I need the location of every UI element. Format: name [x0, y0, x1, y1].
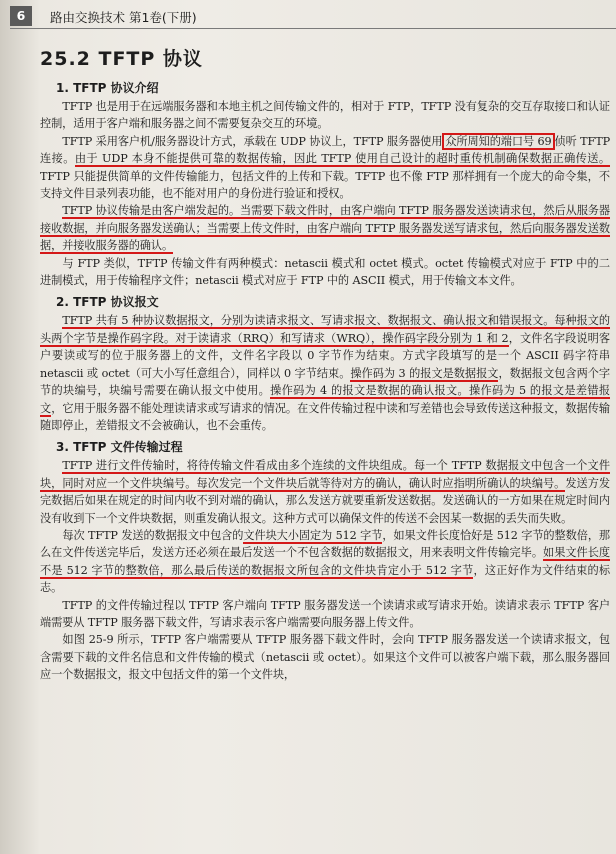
paragraph	[40, 133, 610, 203]
underlined-text: 由于 UDP 本身不能提供可靠的数据传输，因此 TFTP 使用自己设计的超时重传机制确保数据正确传送。	[74, 152, 610, 166]
underlined-text: TFTP 共有 5 种协议数据报文，分别为读请求报文、写请求报文、数据报文、确认报文和错误报文。每种报文的头两个字节是操作码字段。对于读请求（RRQ）和写请求（WRQ），操作码字段分别为 1 和 2	[40, 314, 610, 345]
text-segment: ，如果文件长度恰好是 512 字节的整数倍，那么在文件传送完毕后，发送方还必须在最后发送一个不包含数据的数据报文，用来表明文件传输完毕。	[40, 528, 610, 560]
paragraph	[40, 457, 610, 527]
text-segment: 与 FTP 类似，TFTP 传输文件有两种模式：netascii 模式和 octet 模式。octet 传输模式对应于 FTP 中的二进制模式，用于传输程序文件；netascii 模式对应于 FTP 中的 ASCII 模式，用于传输文本文件。	[40, 256, 610, 288]
paragraph	[40, 312, 610, 434]
underlined-text: 操作码为 5 的报文是差错报文	[40, 384, 610, 415]
boxed-text: 众所周知的端口号 69	[442, 133, 554, 150]
underlined-text: 操作码为 4 的报文是数据的确认报文。	[270, 384, 470, 398]
page-content	[40, 40, 610, 684]
subsection-heading: 1. TFTP 协议介绍	[56, 81, 159, 95]
paragraph	[40, 98, 610, 133]
underlined-text: 操作码为 3 的报文是数据报文	[350, 366, 499, 380]
underlined-text: 如果文件长度不是 512 字节的整数倍，那么最后传送的数据报文所包含的文件块肯定小于 512 字节	[40, 546, 610, 577]
text-segment: 发送方发完数据后如果在规定的时间内收不到对端的确认，那么发送方就要重新发送数据。发送确认的一方如果在规定时间内没有收到下一个文件块数据，则重发确认报文。这种方式可以确保文件的传送不会因某一数据的丢失而失败。	[40, 476, 610, 525]
underlined-text: 文件块大小固定为 512 字节	[243, 528, 383, 542]
text-segment: TFTP 采用客户机/服务器设计方式，承载在 UDP 协议上，TFTP 服务器使用	[62, 134, 443, 148]
text-segment: TFTP 的文件传输过程以 TFTP 客户端向 TFTP 服务器发送一个读请求或写请求开始。读请求表示 TFTP 客户端需要从 TFTP 服务器下载文件，写请求表示客户端需要向服务器上传文件。	[40, 598, 610, 629]
section-title: 25.2 TFTP 协议	[40, 48, 203, 70]
text-segment: ，文件名字段说明客户要读或写的位于服务器上的文件，文件名字段以 0 字节作为结束。方式字段填写的是一个 ASCII 码字符串 netascii 或 octet（可大小写任意组合），同样以 0 字节结束。	[40, 331, 611, 380]
text-segment: ，这正好作为文件结束的标志。	[40, 563, 610, 595]
text-segment: ，数据报文包含两个字节的块编号，块编号需要在确认报文中使用。	[40, 366, 610, 398]
paragraph	[40, 527, 610, 597]
text-segment: 如图 25-9 所示，TFTP 客户端需要从 TFTP 服务器下载文件时，会向 TFTP 服务器发送一个读请求报文，包含需要下载的文件名信息和文件传输的模式（netascii 或 octet）。如果这个文件可以被客户端下载，那么服务器回应一个数据报文，报文中包括文件的第一个文件块，	[40, 633, 610, 682]
underlined-text: TFTP 进行文件传输时，将待传输文件看成由多个连续的文件块组成。每一个 TFTP 数据报文中包含一个文件块，同时对应一个文件块编号。每次发完一个文件块后就等待对方的确认，确认时应指明所确认的块编号。	[40, 459, 610, 490]
text-segment: TFTP 只能提供简单的文件传输能力，包括文件的上传和下载。TFTP 也不像 FTP 那样拥有一个庞大的命令集，不支持文件目录列表功能，也不能对用户的身份进行验证和授权。	[40, 169, 610, 201]
text-segment: ，它用于服务器不能处理读请求或写请求的情况。在文件传输过程中读和写差错也会导致传送这种报文，数据传输随即停止，差错报文不会被确认，也不会重传。	[40, 401, 610, 432]
subsection-heading: 2. TFTP 协议报文	[56, 295, 159, 310]
page-number: 6	[10, 6, 32, 26]
text-segment: 侦听 TFTP 连接。	[40, 134, 610, 166]
text-segment: 每次 TFTP 发送的数据报文中包含的	[62, 528, 244, 542]
subsection-heading: 3. TFTP 文件传输过程	[56, 440, 183, 455]
text-segment: TFTP 也是用于在远端服务器和本地主机之间传输文件的，相对于 FTP，TFTP 没有复杂的交互存取接口和认证控制，适用于客户端和服务器之间不需要复杂交互的环境。	[40, 100, 610, 131]
underlined-text: TFTP 协议传输是由客户端发起的。当需要下载文件时，由客户端向 TFTP 服务器发送读请求包，然后从服务器接收数据，并向服务器发送确认；当需要上传文件时，由客户端向 TFTP 服务器发送写请求包，然后向服务器发送数据，并接收服务器的确认。	[40, 204, 610, 253]
paragraph	[40, 597, 610, 632]
paragraph	[40, 255, 610, 290]
page-header	[10, 6, 616, 29]
paragraph	[40, 202, 610, 254]
paragraph	[40, 631, 610, 683]
running-title: 路由交换技术 第1卷(下册)	[50, 10, 197, 25]
